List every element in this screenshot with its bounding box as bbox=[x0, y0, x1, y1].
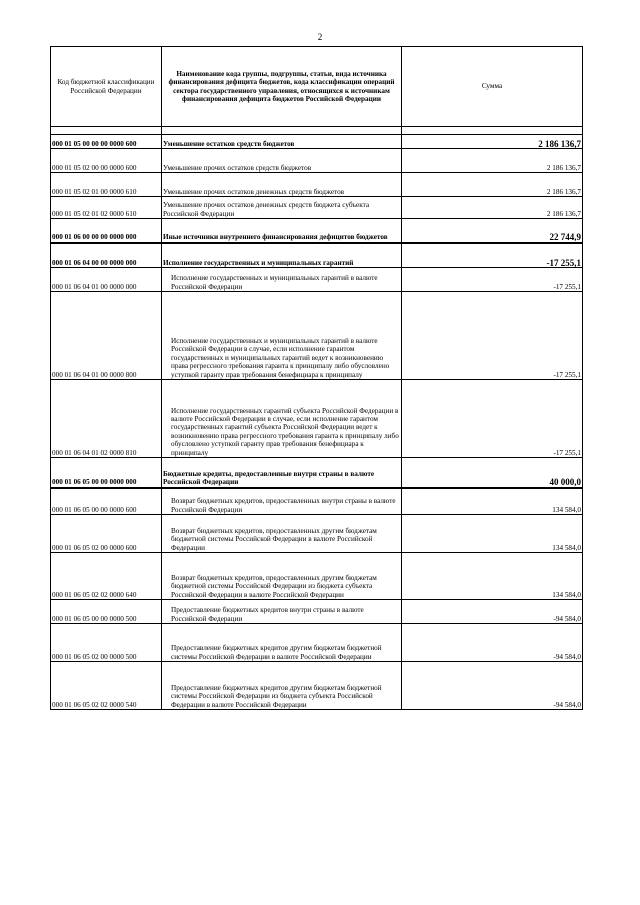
row-code: 000 01 06 04 00 00 0000 000 bbox=[51, 243, 162, 268]
table-row bbox=[51, 488, 583, 515]
table-header-row bbox=[51, 47, 583, 127]
row-code: 000 01 06 04 01 00 0000 000 bbox=[51, 268, 162, 292]
row-name: Предоставление бюджетных кредитов другим бюджетам бюджетной системы Российской Федерации в валюте Российской Федерации bbox=[162, 624, 402, 662]
row-code: 000 01 06 00 00 00 0000 000 bbox=[51, 219, 162, 243]
row-name: Возврат бюджетных кредитов, предоставленных другим бюджетам бюджетной системы Российской Федерации в валюте Российской Федерации bbox=[162, 515, 402, 553]
row-code: 000 01 06 05 02 02 0000 640 bbox=[51, 553, 162, 600]
table-row bbox=[51, 149, 583, 173]
row-sum: -17 255,1 bbox=[402, 268, 583, 292]
row-code: 000 01 05 02 01 02 0000 610 bbox=[51, 197, 162, 219]
table-row bbox=[51, 292, 583, 380]
row-name: Уменьшение прочих остатков денежных средств бюджетов bbox=[162, 173, 402, 197]
row-sum: 2 186 136,7 bbox=[402, 135, 583, 149]
row-sum: -94 584,0 bbox=[402, 662, 583, 710]
row-name: Исполнение государственных и муниципальных гарантий в валюте Российской Федерации bbox=[162, 268, 402, 292]
row-code: 000 01 06 05 00 00 0000 600 bbox=[51, 488, 162, 515]
row-sum: 2 186 136,7 bbox=[402, 173, 583, 197]
table-row bbox=[51, 173, 583, 197]
row-code: 000 01 06 04 01 00 0000 800 bbox=[51, 292, 162, 380]
table-gap-row bbox=[51, 127, 583, 135]
row-sum: -17 255,1 bbox=[402, 292, 583, 380]
budget-sources-table bbox=[50, 46, 583, 710]
table-row bbox=[51, 135, 583, 149]
row-name: Уменьшение прочих остатков денежных средств бюджета субъекта Российской Федерации bbox=[162, 197, 402, 219]
row-sum: 2 186 136,7 bbox=[402, 149, 583, 173]
row-name: Уменьшение остатков средств бюджетов bbox=[162, 135, 402, 149]
row-sum: -94 584,0 bbox=[402, 600, 583, 624]
row-code: 000 01 06 04 01 02 0000 810 bbox=[51, 380, 162, 458]
row-sum: 2 186 136,7 bbox=[402, 197, 583, 219]
table-row bbox=[51, 458, 583, 488]
row-code: 000 01 06 05 00 00 0000 000 bbox=[51, 458, 162, 488]
row-sum: 134 584,0 bbox=[402, 515, 583, 553]
table-row bbox=[51, 553, 583, 600]
row-name: Предоставление бюджетных кредитов внутри страны в валюте Российской Федерации bbox=[162, 600, 402, 624]
table-row bbox=[51, 243, 583, 268]
row-name: Возврат бюджетных кредитов, предоставленных другим бюджетам бюджетной системы Российской Федерации из бюджета субъекта Российской Федерации в валюте Российской Федерации bbox=[162, 553, 402, 600]
row-code: 000 01 06 05 00 00 0000 500 bbox=[51, 600, 162, 624]
row-sum: 40 000,0 bbox=[402, 458, 583, 488]
table-row bbox=[51, 219, 583, 243]
row-name: Возврат бюджетных кредитов, предоставленных внутри страны в валюте Российской Федерации bbox=[162, 488, 402, 515]
row-name: Исполнение государственных и муниципальных гарантий bbox=[162, 243, 402, 268]
table-row bbox=[51, 624, 583, 662]
row-sum: -17 255,1 bbox=[402, 380, 583, 458]
row-sum: 134 584,0 bbox=[402, 553, 583, 600]
table-row bbox=[51, 380, 583, 458]
row-code: 000 01 05 00 00 00 0000 600 bbox=[51, 135, 162, 149]
row-sum: -17 255,1 bbox=[402, 243, 583, 268]
row-code: 000 01 06 05 02 02 0000 540 bbox=[51, 662, 162, 710]
header-code: Код бюджетной классификации Российской Федерации bbox=[51, 47, 162, 127]
table-row bbox=[51, 268, 583, 292]
row-code: 000 01 06 05 02 00 0000 500 bbox=[51, 624, 162, 662]
row-code: 000 01 05 02 01 00 0000 610 bbox=[51, 173, 162, 197]
row-name: Бюджетные кредиты, предоставленные внутри страны в валюте Российской Федерации bbox=[162, 458, 402, 488]
row-sum: 22 744,9 bbox=[402, 219, 583, 243]
row-name: Исполнение государственных гарантий субъекта Российской Федерации в валюте Российской Федерации в случае, если исполнение гарантом государственных гарантий субъекта Российской Федерации ведет к возникновению права регрессного требования гаранта к принципалу либо обусловлено уступкой гаранту прав требования бенефициара к принципалу bbox=[162, 380, 402, 458]
row-code: 000 01 05 02 00 00 0000 600 bbox=[51, 149, 162, 173]
row-code: 000 01 06 05 02 00 0000 600 bbox=[51, 515, 162, 553]
table-row bbox=[51, 600, 583, 624]
table-row bbox=[51, 515, 583, 553]
row-sum: -94 584,0 bbox=[402, 624, 583, 662]
row-sum: 134 584,0 bbox=[402, 488, 583, 515]
page-number: 2 bbox=[317, 32, 323, 42]
row-name: Иные источники внутреннего финансирования дефицитов бюджетов bbox=[162, 219, 402, 243]
table-row bbox=[51, 662, 583, 710]
row-name: Уменьшение прочих остатков средств бюджетов bbox=[162, 149, 402, 173]
row-name: Исполнение государственных и муниципальных гарантий в валюте Российской Федерации в случае, если исполнение гарантом государственных и муниципальных гарантий ведет к возникновению права регрессного требования гаранта к принципалу либо обусловлено уступкой гаранту прав требования бенефициара к принципалу bbox=[162, 292, 402, 380]
row-name: Предоставление бюджетных кредитов другим бюджетам бюджетной системы Российской Федерации из бюджета субъекта Российской Федерации в валюте Российской Федерации bbox=[162, 662, 402, 710]
header-sum: Сумма bbox=[402, 47, 583, 127]
table-row bbox=[51, 197, 583, 219]
header-name: Наименование кода группы, подгруппы, статьи, вида источника финансирования дефицита бюджетов, кода классификации операций сектора государственного управления, относящихся к источникам финансирования дефицита бюджетов Российской Федерации bbox=[162, 47, 402, 127]
